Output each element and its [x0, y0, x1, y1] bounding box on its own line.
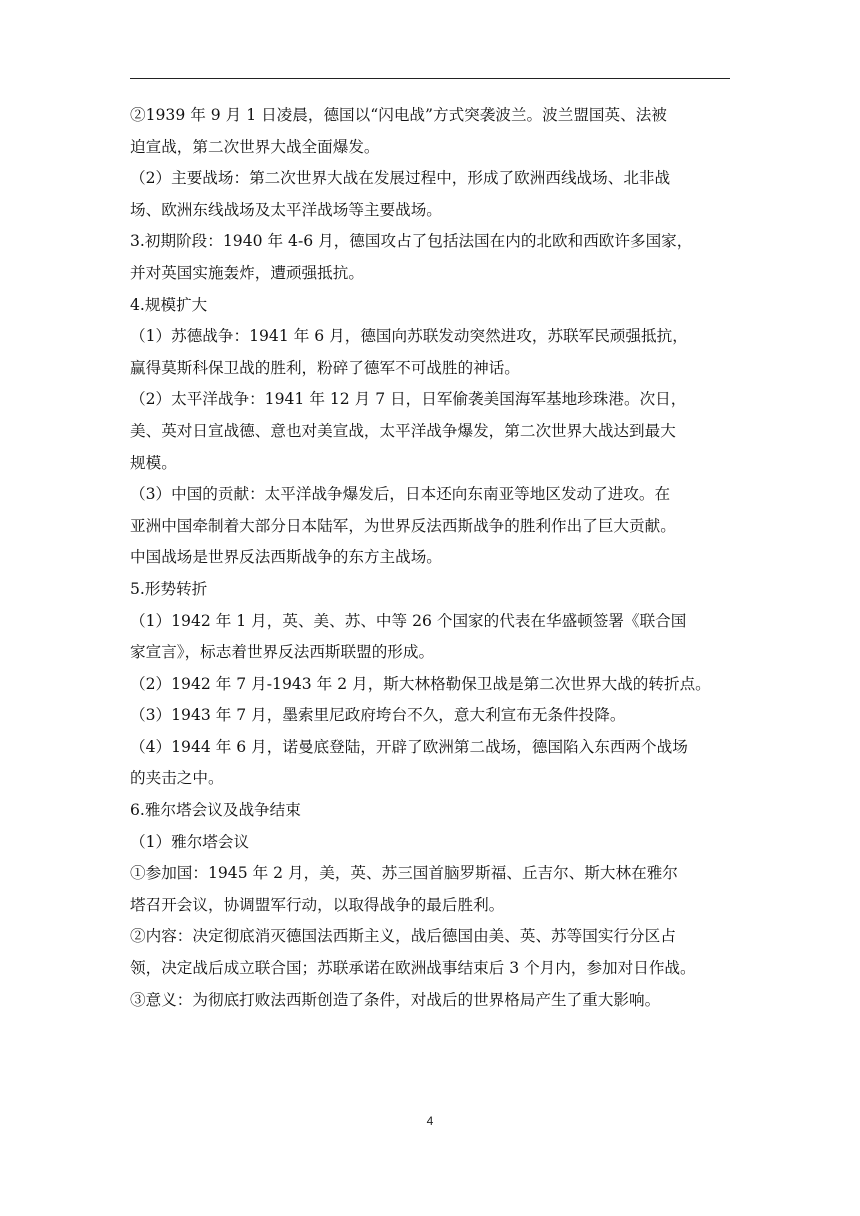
text-line: 亚洲中国牵制着大部分日本陆军，为世界反法西斯战争的胜利作出了巨大贡献。 — [130, 516, 676, 535]
text-line: （2）主要战场：第二次世界大战在发展过程中，形成了欧洲西线战场、北非战 — [130, 169, 671, 188]
text-line: ②内容：决定彻底消灭德国法西斯主义，战后德国由美、英、苏等国实行分区占 — [130, 927, 676, 946]
section-heading: 5.形势转折 — [130, 579, 208, 598]
text-line: 的夹击之中。 — [130, 769, 224, 788]
text-line: （2）1942 年 7 月-1943 年 2 月，斯大林格勒保卫战是第二次世界大战的转折点。 — [130, 674, 711, 693]
page-number: 4 — [426, 1114, 434, 1128]
text-line: （1）苏德战争：1941 年 6 月，德国向苏联发动突然进攻，苏联军民顽强抵抗， — [130, 327, 688, 346]
text-line: （1）雅尔塔会议 — [130, 832, 250, 851]
document-body — [130, 100, 730, 1016]
text-line: 中国战场是世界反法西斯战争的东方主战场。 — [130, 548, 442, 567]
text-line: ②1939 年 9 月 1 日凌晨，德国以“闪电战”方式突袭波兰。波兰盟国英、法被 — [130, 106, 667, 124]
text-line: 美、英对日宣战德、意也对美宣战，太平洋战争爆发，第二次世界大战达到最大 — [130, 421, 676, 440]
text-line: （1）1942 年 1 月，英、美、苏、中等 26 个国家的代表在华盛顿签署《联合国 — [130, 611, 687, 630]
text-line: （3）中国的贡献：太平洋战争爆发后，日本还向东南亚等地区发动了进攻。在 — [130, 485, 671, 504]
text-line: （2）太平洋战争：1941 年 12 月 7 日，日军偷袭美国海军基地珍珠港。次日， — [130, 390, 687, 409]
header-rule — [130, 78, 730, 79]
text-line: 场、欧洲东线战场及太平洋战场等主要战场。 — [130, 200, 442, 219]
section-heading: 6.雅尔塔会议及战争结束 — [130, 801, 301, 820]
text-line: 迫宣战，第二次世界大战全面爆发。 — [130, 137, 380, 156]
text-line: ①参加国：1945 年 2 月，美，英、苏三国首脑罗斯福、丘吉尔、斯大林在雅尔 — [130, 864, 678, 883]
text-line: 3.初期阶段：1940 年 4-6 月，德国攻占了包括法国在内的北欧和西欧许多国家， — [130, 232, 693, 251]
text-line: （4）1944 年 6 月，诺曼底登陆，开辟了欧洲第二战场，德国陷入东西两个战场 — [130, 737, 688, 756]
text-line: 并对英国实施轰炸，遭顽强抵抗。 — [130, 263, 364, 282]
text-line: 规模。 — [130, 453, 177, 472]
text-line: 家宣言》，标志着世界反法西斯联盟的形成。 — [130, 643, 435, 662]
text-line: 赢得莫斯科保卫战的胜利，粉碎了德军不可战胜的神话。 — [130, 358, 520, 377]
section-heading: 4.规模扩大 — [130, 295, 208, 314]
text-line: （3）1943 年 7 月，墨索里尼政府垮台不久，意大利宣布无条件投降。 — [130, 706, 626, 725]
text-line: ③意义：为彻底打败法西斯创造了条件，对战后的世界格局产生了重大影响。 — [130, 990, 661, 1009]
text-line: 塔召开会议，协调盟军行动，以取得战争的最后胜利。 — [130, 895, 505, 914]
text-line: 领，决定战后成立联合国；苏联承诺在欧洲战事结束后 3 个月内，参加对日作战。 — [130, 959, 696, 978]
